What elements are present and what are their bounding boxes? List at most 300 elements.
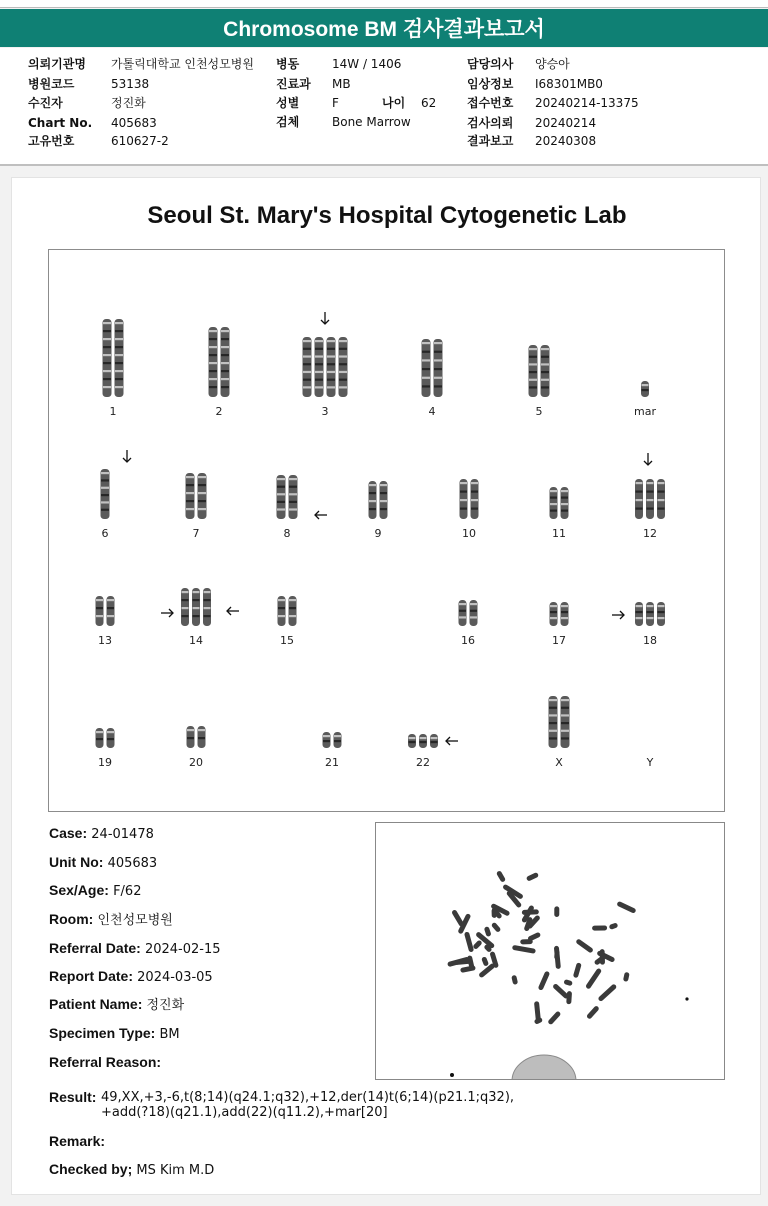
chromosome-band [209,378,217,380]
chromosome-label-20: 20 [189,756,203,769]
chromosome-band [327,355,335,357]
chromosome-band [647,611,654,613]
chromosome-band [107,615,114,617]
chromosome-band [431,737,438,739]
chromosome-pair-22 [408,734,438,748]
sexage-label: Sex/Age: [49,882,109,898]
chromosome-band [529,363,537,365]
chromosome-band [549,737,557,739]
chromosome-band [647,499,654,501]
info-value-patient: 정진화 [111,96,146,110]
chromosome-band [541,386,549,388]
chromosome-band [339,340,347,342]
chromosome-band [289,493,297,495]
chromosome-band [459,603,466,605]
chromosome-band [434,385,442,387]
chromosome-label-18: 18 [643,634,657,647]
chromosome-band [115,370,123,372]
info-label-accession: 접수번호 [467,96,514,110]
chromosome-band [209,362,217,364]
chromosome-band [209,346,217,348]
chromosome-band [460,508,467,510]
chromosome-band [209,354,217,356]
chromosome-band [115,362,123,364]
chromosome-band [278,599,285,601]
metaphase-chromosome [511,975,518,985]
chromosome-pair-14 [181,588,211,626]
chromosome-band [549,730,557,732]
chromosome-band [101,501,109,503]
chromosome-band [96,607,103,609]
chromosome-label-15: 15 [280,634,294,647]
chromosome-band [209,338,217,340]
chromosome-pair-11 [550,487,569,519]
info-label-unique-no: 고유번호 [28,134,75,148]
metaphase-chromosome [554,906,559,917]
chromosome-band [103,338,111,340]
chromosome-pair-4 [422,339,443,397]
chromosome-band [549,699,557,701]
metaphase-chromosome [526,872,539,882]
chromosome-band [647,605,654,607]
chromosome-band [221,370,229,372]
chromosome-band [115,354,123,356]
chromosome-band [434,351,442,353]
chromosome-band [658,508,665,510]
metaphase-chromosome [538,971,551,991]
chromosome-band [658,605,665,607]
chromosome-band [209,386,217,388]
info-label-clinical: 임상정보 [467,77,514,91]
chromosome-7-1 [186,473,195,519]
metaphase-chromosome [623,972,630,982]
chromosome-band [315,348,323,350]
patient-info-panel [0,48,768,166]
chromosome-band [103,346,111,348]
chromosome-pair-17 [550,602,569,626]
info-value-clinical: I68301MB0 [535,77,603,91]
patient-name-row [49,996,184,1014]
chromosome-band [642,389,649,391]
chromosome-band [315,371,323,373]
referral-date-value: 2024-02-15 [144,942,221,957]
chromosome-band [561,699,569,701]
interphase-nucleus [512,1055,576,1079]
chromosome-band [529,348,537,350]
chromosome-band [434,342,442,344]
chromosome-band [221,346,229,348]
chromosome-band [107,731,114,733]
case-value: 24-01478 [91,827,154,842]
chromosome-pair-16 [459,600,478,626]
metaphase-chromosome [512,945,536,954]
chromosome-band [193,599,200,601]
info-label-request-date: 검사의뢰 [467,116,514,130]
chromosome-band [107,738,114,740]
chromosome-band [434,368,442,370]
chromosome-band [204,599,211,601]
metaphase-chromosome [592,925,607,930]
chromosome-band [323,740,330,742]
metaphase-chromosome [451,909,465,927]
chromosome-pair-13 [96,596,115,626]
chromosome-band [221,330,229,332]
report-title: Chromosome BM 검사결과보고서 [223,18,545,41]
info-label-result-date: 결과보고 [467,134,514,148]
chromosome-band [103,330,111,332]
chromosome-band [303,348,311,350]
debris-dot [450,1073,454,1077]
chromosome-band [529,371,537,373]
chromosome-band [470,616,477,618]
chromosome-pair-19 [96,728,115,748]
metaphase-chromosome [447,957,470,968]
chromosome-band [550,617,557,619]
chromosome-band [103,378,111,380]
referral-date-label: Referral Date: [49,940,141,956]
chromosome-band [561,617,568,619]
chromosome-band [339,386,347,388]
chromosome-band [647,617,654,619]
report-title-banner [0,9,768,47]
checked-label: Checked by; [49,1161,133,1177]
karyotype-image [48,249,725,812]
chromosome-band [327,340,335,342]
chromosome-8-2 [289,475,298,519]
chromosome-band [289,486,297,488]
chromosome-band [315,379,323,381]
chromosome-band [541,348,549,350]
chromosome-label-16: 16 [461,634,475,647]
chromosome-band [422,359,430,361]
info-label-age: 나이 [382,96,406,110]
chromosome-band [198,492,206,494]
chromosome-band [96,615,103,617]
chromosome-band [327,371,335,373]
chromosome-band [96,599,103,601]
chromosome-band [221,386,229,388]
metaphase-chromosome [563,979,573,986]
metaphase-chromosome [547,1011,561,1026]
chromosome-band [529,386,537,388]
chromosome-band [198,484,206,486]
chromosome-band [636,508,643,510]
chromosome-band [339,371,347,373]
chromosome-band [561,737,569,739]
report-date-value: 2024-03-05 [137,970,213,985]
chromosome-band [327,386,335,388]
chromosome-band [460,499,467,501]
chromosome-label-10: 10 [462,527,476,540]
chromosome-label-11: 11 [552,527,566,540]
info-value-age: 62 [421,96,437,110]
chromosome-pair-9 [369,481,388,519]
chromosome-band [550,510,557,512]
chromosome-band [550,490,557,492]
chromosome-band [115,346,123,348]
chromosome-band [471,482,478,484]
sexage-row [49,882,141,900]
chromosome-band [369,500,376,502]
remark-row [49,1133,105,1151]
chromosome-band [198,508,206,510]
chromosome-band [561,714,569,716]
chromosome-band [561,497,568,499]
chromosome-8-1 [277,475,286,519]
chromosome-band [541,371,549,373]
chromosome-band [529,379,537,381]
chromosome-band [339,379,347,381]
chromosome-band [422,368,430,370]
chromosome-band [186,508,194,510]
sexage-value: F/62 [113,884,142,899]
chromosome-pair-7 [186,473,207,519]
chromosome-band [187,729,194,731]
chromosome-band [459,610,466,612]
metaphase-svg [376,823,724,1079]
info-value-sex: F [332,96,339,110]
chromosome-band [380,484,387,486]
chromosome-band [204,591,211,593]
chromosome-band [315,340,323,342]
report-date-label: Report Date: [49,968,134,984]
chromosome-band [277,508,285,510]
chromosome-band [198,737,205,739]
chromosome-band [470,610,477,612]
chromosome-band [471,499,478,501]
metaphase-chromosome [566,991,572,1004]
chromosome-band [647,491,654,493]
room-value: 인천성모병원 [97,913,173,928]
top-border [0,0,768,8]
chromosome-band [561,730,569,732]
chromosome-band [549,707,557,709]
chromosome-label-4: 4 [428,405,436,418]
info-label-patient: 수진자 [28,96,63,110]
chromosome-band [541,356,549,358]
case-label: Case: [49,825,88,841]
chromosome-band [204,607,211,609]
chromosome-band [277,486,285,488]
chromosome-band [339,363,347,365]
chromosome-band [434,377,442,379]
chromosome-band [193,591,200,593]
unit-label: Unit No: [49,854,104,870]
chromosome-band [303,371,311,373]
info-label-ward: 병동 [276,57,300,71]
chromosome-band [409,737,416,739]
chromosome-label-2: 2 [215,405,223,418]
chromosome-band [221,338,229,340]
chromosome-band [561,605,568,607]
metaphase-chromosome [496,870,506,883]
chromosome-band [115,338,123,340]
chromosome-band [96,731,103,733]
chromosome-band [289,615,296,617]
info-label-chart-no: Chart No. [28,116,93,130]
info-value-specimen: Bone Marrow [332,115,411,129]
chromosome-band [658,617,665,619]
chromosome-band [549,722,557,724]
chromosome-label-13: 13 [98,634,112,647]
chromosome-band [289,501,297,503]
chromosome-band [115,386,123,388]
metaphase-chromosome [600,949,605,965]
chromosome-band [198,729,205,731]
chromosome-band [561,707,569,709]
info-label-doctor: 담당의사 [467,57,514,71]
referral-date-row [49,940,221,958]
chromosome-band [422,377,430,379]
chromosome-label-6: 6 [101,527,109,540]
chromosome-band [636,611,643,613]
metaphase-chromosome [491,922,502,933]
chromosome-band [550,503,557,505]
chromosome-band [334,740,341,742]
chromosome-band [409,741,416,743]
chromosome-band [369,484,376,486]
info-value-ward: 14W / 1406 [332,57,402,71]
case-row [49,825,154,843]
chromosome-band [380,508,387,510]
chromosome-band [327,363,335,365]
report-date-row [49,968,213,986]
chromosome-label-22: 22 [416,756,430,769]
metaphase-chromosome [609,922,619,930]
chromosome-pair-10 [460,479,479,519]
metaphase-image [375,822,725,1080]
chromosome-pair-15 [278,596,297,626]
info-label-department: 진료과 [276,77,311,91]
info-value-result-date: 20240308 [535,134,597,148]
chromosome-band [103,322,111,324]
chromosome-band [636,617,643,619]
specimen-row [49,1025,180,1043]
room-label: Room: [49,911,94,927]
chromosome-pair-1 [103,319,124,397]
specimen-label: Specimen Type: [49,1025,156,1041]
arrow-right-icon [612,611,624,619]
chromosome-band [460,491,467,493]
chromosome-label-21: 21 [325,756,339,769]
result-row [49,1090,514,1120]
chromosome-band [434,359,442,361]
chromosome-band [658,491,665,493]
chromosome-band [658,482,665,484]
chromosome-band [182,607,189,609]
info-label-institution: 의뢰기관명 [28,57,86,71]
chromosome-band [529,356,537,358]
chromosome-band [658,611,665,613]
chromosome-pair-2 [209,327,230,397]
chromosome-band [647,508,654,510]
arrow-down-icon [321,312,329,324]
chromosome-label-3: 3 [321,405,329,418]
metaphase-chromosome [597,983,617,1002]
chromosome-band [289,599,296,601]
chromosome-band [422,351,430,353]
referral-reason-label: Referral Reason: [49,1054,162,1070]
referral-reason-row [49,1054,161,1072]
chromosome-band [550,497,557,499]
chromosome-band [115,330,123,332]
chromosome-band [327,348,335,350]
chromosome-band [550,605,557,607]
chromosome-pair-5 [529,345,550,397]
metaphase-chromosome [464,931,474,952]
chromosome-band [471,508,478,510]
info-value-doctor: 양승아 [535,57,570,71]
chromosome-label-5: 5 [535,405,543,418]
chromosome-band [541,363,549,365]
chromosome-band [107,599,114,601]
chromosome-band [369,508,376,510]
chromosome-band [636,482,643,484]
chromosome-band [636,499,643,501]
room-row [49,911,173,929]
chromosome-pair-20 [187,726,206,748]
metaphase-chromosome [520,939,533,944]
chromosome-band [221,378,229,380]
specimen-value: BM [159,1027,180,1042]
chromosome-band [561,490,568,492]
chromosome-pair-3 [303,337,348,397]
chromosome-band [101,509,109,511]
metaphase-chromosome [481,956,489,966]
checked-row [49,1161,214,1179]
result-label: Result: [49,1089,97,1105]
chromosome-band [658,499,665,501]
chromosome-label-Y: Y [646,756,654,769]
chromosome-band [103,386,111,388]
chromosome-band [647,482,654,484]
info-value-hospital-code: 53138 [111,77,150,91]
chromosome-band [380,492,387,494]
chromosome-band [334,735,341,737]
arrow-down-icon [644,453,652,465]
metaphase-chromosome [616,901,636,914]
chromosome-band [204,615,211,617]
chromosome-band [193,615,200,617]
metaphase-chromosome [554,950,560,960]
patient-name-value: 정진화 [146,998,185,1013]
chromosome-band [315,386,323,388]
chromosome-band [323,735,330,737]
chromosome-band [636,491,643,493]
arrow-left-icon [446,737,458,745]
chromosome-band [186,484,194,486]
chromosome-band [561,611,568,613]
chromosome-label-12: 12 [643,527,657,540]
chromosome-band [115,378,123,380]
chromosome-band [198,500,206,502]
chromosome-band [561,722,569,724]
arrow-right-icon [161,609,173,617]
chromosome-band [550,611,557,613]
chromosome-band [101,487,109,489]
metaphase-chromosome [472,939,482,950]
chromosome-band [369,492,376,494]
result-line-2: +add(?18)(q21.1),add(22)(q11.2),+mar[20] [101,1105,388,1120]
chromosome-band [303,355,311,357]
chromosome-band [278,607,285,609]
chromosome-pair-18 [635,602,665,626]
chromosome-pair-X [549,696,570,748]
chromosome-band [470,603,477,605]
chromosome-band [339,348,347,350]
chromosome-band [315,355,323,357]
info-value-unique-no: 610627-2 [111,134,169,148]
